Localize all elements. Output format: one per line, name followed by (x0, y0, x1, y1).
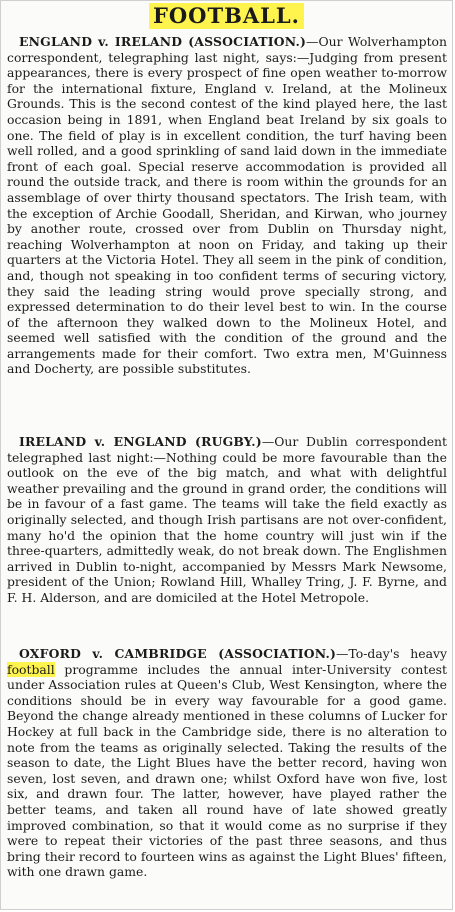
article-body-start: —To-day's heavy (336, 646, 447, 661)
article-oxford-cambridge-association (7, 646, 447, 880)
headline: FOOTBALL. (149, 3, 304, 29)
headline-container (1, 3, 452, 29)
article-england-ireland-association (7, 34, 447, 377)
search-highlight: football (7, 661, 55, 677)
article-lead: IRELAND v. ENGLAND (RUGBY.) (19, 434, 262, 449)
article-ireland-england-rugby (7, 434, 447, 606)
article-lead: OXFORD v. CAMBRIDGE (ASSOCIATION.) (19, 646, 337, 661)
article-body: —Our Wolverhampton correspondent, telegraphing last night, says:—Judging from present appearances, there is every prospect of fine open weather to-morrow for the international fixture, England v. Ireland, at the Molineux Grounds. This is the second contest of the kind played here, the last occasion being in 1891, when England beat Ireland by six goals to one. The field of play is in excellent condition, the turf having been well rolled, and a good sprinkling of sand laid down in the immediate front of each goal. Special reserve accommodation is provided all round the outside track, and there is room within the grounds for an assemblage of over thirty thousand spectators. The Irish team, with the exception of Archie Goodall, Sheridan, and Kirwan, who journey by another route, crossed over from Dublin on Thursday night, reaching Wolverhampton at noon on Friday, and taking up their quarters at the Victoria Hotel. They all seem in the pink of condition, and, though not speaking in too confident terms of securing victory, they said the leading string would prove specially strong, and expressed determination to do their level best to win. In the course of the afternoon they walked down to the Molineux Hotel, and seemed well satisfied with the condition of the ground and the arrangements made for their comfort. Two extra men, M'Guinness and Docherty, are possible substitutes. (7, 34, 447, 377)
article-body-end: programme includes the annual inter-University contest under Association rules at Queen's Club, West Kensington, where the conditions should be in every way favourable for a good game. Beyond the change already mentioned in these columns of Lucker for Hockey at full back in the Cambridge side, there is no alteration to note from the teams as originally selected. Taking the results of the season to date, the Light Blues have the better record, having won seven, lost seven, and drawn one; whilst Oxford have won five, lost six, and drawn four. The latter, however, have played rather the better teams, and taken all round have of late showed greatly improved combination, so that it would come as no surprise if they were to repeat their victories of the past three seasons, and thus bring their record to fourteen wins as against the Light Blues' fifteen, with one drawn game. (7, 661, 447, 880)
article-body: —Our Dublin correspondent telegraphed last night:—Nothing could be more favourable than the outlook on the eve of the big match, and what with delightful weather prevailing and the ground in grand order, the conditions will be in favour of a fast game. The teams will take the field exactly as originally selected, and though Irish partisans are not over-confident, many ho'd the opinion that the home country will just win if the three-quarters, admittedly weak, do not break down. The Englishmen arrived in Dublin to-night, accompanied by Messrs Mark Newsome, president of the Union; Rowland Hill, Whalley Tring, J. F. Byrne, and F. H. Alderson, and are domiciled at the Hotel Metropole. (7, 434, 448, 605)
article-lead: ENGLAND v. IRELAND (ASSOCIATION.) (19, 34, 307, 49)
